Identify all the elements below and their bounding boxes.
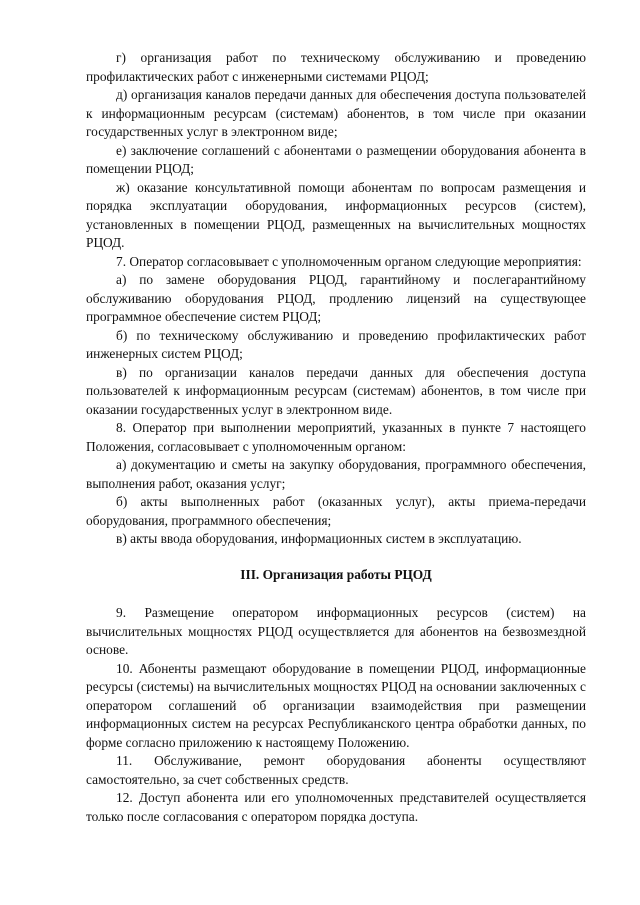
paragraph-item-g: г) организация работ по техническому обслуживанию и проведению профилактических работ с инженерными системами РЦОД; (86, 50, 586, 84)
paragraph-item-e: е) заключение соглашений с абонентами о размещении оборудования абонента в помещении РЦОД; (86, 142, 586, 176)
document-page (86, 49, 586, 826)
paragraph-clause-7: 7. Оператор согласовывает с уполномоченным органом следующие мероприятия: (116, 253, 582, 269)
paragraph-clause-7-v: в) по организации каналов передачи данных для обеспечения доступа пользователей к информационным ресурсам (системам) абонентов, в том числе при оказании государственных услуг в электронном виде. (86, 364, 586, 417)
section-continued-list (86, 49, 586, 549)
section-heading: III. Организация работы РЦОД (240, 566, 432, 582)
paragraph-clause-8: 8. Оператор при выполнении мероприятий, указанных в пункте 7 настоящего Положения, согласовывает с уполномоченным органом: (86, 420, 586, 454)
paragraph-item-zh: ж) оказание консультативной помощи абонентам по вопросам размещения и порядка эксплуатации оборудования, информационных ресурсов (систем), установленных в помещении РЦОД, размещенных на вычислительных мощностях РЦОД. (86, 179, 586, 250)
paragraph-clause-7-a: а) по замене оборудования РЦОД, гарантийному и послегарантийному обслуживанию оборудования РЦОД, продлению лицензий на существующее программное обеспечение систем РЦОД; (86, 272, 586, 324)
paragraph-item-d: д) организация каналов передачи данных для обеспечения доступа пользователей к информационным ресурсам (системам) абонентов, в том числе при оказании государственных услуг в электронном виде; (86, 87, 586, 139)
paragraph-clause-11: 11. Обслуживание, ремонт оборудования абоненты осуществляют самостоятельно, за счет собственных средств. (86, 753, 586, 787)
section-iii (86, 566, 586, 827)
paragraph-clause-8-b: б) акты выполненных работ (оказанных услуг), акты приема-передачи оборудования, программного обеспечения; (86, 494, 586, 528)
paragraph-clause-8-a: а) документацию и сметы на закупку оборудования, программного обеспечения, выполнения работ, оказания услуг; (86, 457, 586, 491)
paragraph-clause-12: 12. Доступ абонента или его уполномоченных представителей осуществляется только после согласования с оператором порядка доступа. (86, 790, 586, 824)
paragraph-clause-10: 10. Абоненты размещают оборудование в помещении РЦОД, информационные ресурсы (системы) на вычислительных мощностях РЦОД на основании заключенных с оператором соглашений об организации взаимодействия при размещении информационных систем на ресурсах Республиканского центра обработки данных, по форме согласно приложению к настоящему Положению. (86, 660, 586, 750)
paragraph-clause-8-v: в) акты ввода оборудования, информационных систем в эксплуатацию. (116, 531, 522, 546)
paragraph-clause-7-b: б) по техническому обслуживанию и проведению профилактических работ инженерных систем РЦОД; (86, 327, 586, 361)
paragraph-clause-9: 9. Размещение оператором информационных ресурсов (систем) на вычислительных мощностях РЦОД осуществляется для абонентов на безвозмездной основе. (86, 605, 586, 657)
